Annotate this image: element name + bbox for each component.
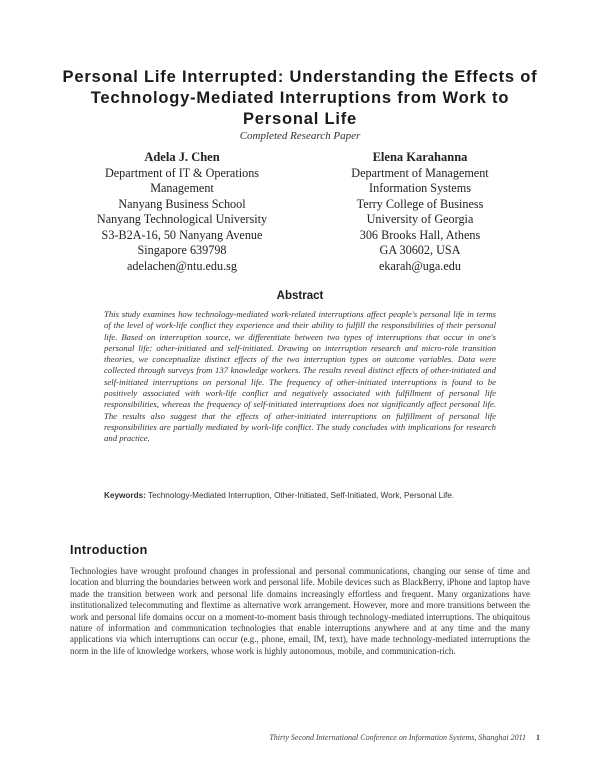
author-email: adelachen@ntu.edu.sg: [126, 258, 238, 273]
author-address-line: Singapore 639798: [137, 243, 227, 257]
section-heading-introduction: Introduction: [70, 543, 148, 557]
author-affiliation-line: University of Georgia: [366, 212, 474, 226]
author-affiliation-line: Department of Management: [351, 165, 489, 180]
author-affiliation-line: Department of IT & Operations: [104, 165, 260, 180]
author-email: ekarah@uga.edu: [379, 258, 461, 273]
author-block-2: [300, 150, 540, 274]
paper-title: Personal Life Interrupted: Understanding the Effects of Technology-Mediated Interruptions from Work to Personal Life: [62, 68, 538, 128]
keywords-label: Keywords:: [104, 491, 146, 500]
abstract-heading: Abstract: [276, 290, 324, 302]
keywords-text: Technology-Mediated Interruption, Other-Initiated, Self-Initiated, Work, Personal Life.: [148, 491, 455, 500]
author-affiliation-line: Terry College of Business: [356, 196, 484, 211]
author-name: Elena Karahanna: [372, 150, 468, 164]
author-block-1: [62, 150, 302, 274]
author-affiliation-line: Nanyang Technological University: [96, 212, 268, 226]
page-footer: [180, 733, 540, 742]
author-address-line: 306 Brooks Hall, Athens: [359, 227, 481, 242]
author-name: Adela J. Chen: [144, 150, 220, 164]
author-address-line: S3-B2A-16, 50 Nanyang Avenue: [101, 227, 263, 242]
introduction-text: Technologies have wrought profound changes in professional and personal communications, changing our sense of time and location and blurring the boundaries between work and personal life. Mobile devices such as BlackBerry, iPhone and laptop have made the transition between work and personal life domains increasingly effortless and frequent. Many organizations have institutionalized telecommuting and flextime as alternative work arrangement. However, more and more transitions between the work and personal life domains occur on a moment-to-moment basis through technology-mediated interruptions. The ubiquitous nature of information and communication technologies that enable interruptions anywhere and at any time and the many applications via which interruptions can occur (e.g., phone, email, IM, text), have made technology-mediated interruptions the norm in the life of knowledge workers, whose work is highly autonomous, mobile, and communication-rich.: [70, 566, 530, 656]
paper-subtitle: Completed Research Paper: [239, 130, 361, 142]
author-affiliation-line: Management: [150, 181, 214, 195]
author-affiliation-line: Nanyang Business School: [118, 196, 246, 211]
keywords-line: [104, 490, 534, 501]
author-affiliation-line: Information Systems: [369, 181, 471, 195]
page-number: 1: [536, 733, 540, 742]
author-address-line: GA 30602, USA: [379, 243, 461, 257]
abstract-text: This study examines how technology-mediated work-related interruptions affect people's personal life in terms of the level of work-life conflict they experience and their ability to fulfill the responsibilities of their personal life. Based on interruption source, we differentiate between two types of interruptions that occur in one's personal life: other-initiated and self-initiated. Drawing on interruption research and micro-role transition theories, we conceptualize distinct effects of the two interruption types on outcome variables. Data were collected through surveys from 137 knowledge workers. The results reveal distinct effects of other-initiated and self-initiated interruptions on personal life. The frequency of other-initiated interruptions is found to be positively associated with work-life conflict and negatively associated with fulfillment of personal life responsibilities, whereas the frequency of self-initiated interruptions does not significantly affect personal life. The results also suggest that the effects of other-initiated interruptions on fulfillment of personal life responsibilities are partially mediated by work-life conflict. The study concludes with implications for research and practice.: [104, 309, 496, 444]
conference-footer-text: Thirty Second International Conference on Information Systems, Shanghai 2011: [269, 733, 526, 742]
